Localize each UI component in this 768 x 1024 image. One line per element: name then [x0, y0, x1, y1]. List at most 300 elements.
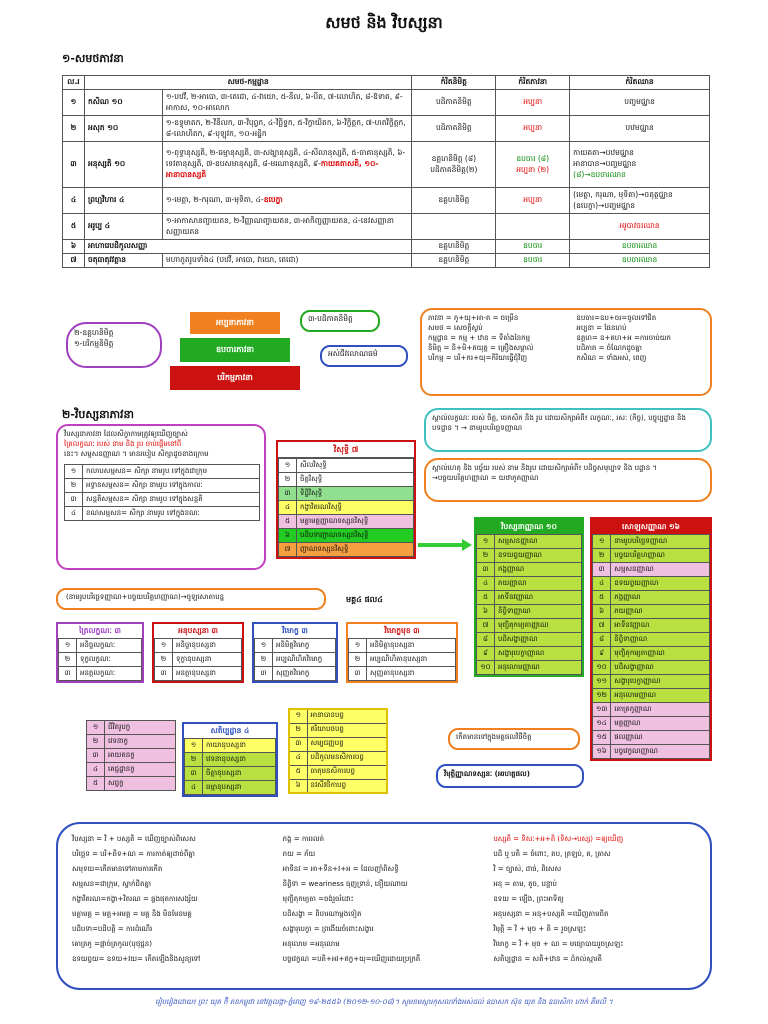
cell-text: អទ្ធានសម្មសន= សិក្សា នាមរូប ទៅក្នុងកាលៈ	[83, 479, 260, 493]
cell-no: ៣	[65, 493, 83, 507]
row-items: ១-ឧទ្ធុមាតក, ២-វិនីលក, ៣-វិបុព្វក, ៤-វិច្ឆិទ្ទក, ៥-វិក្ខាយិតក, ៦-វិក្ខិត្តក, ៧-ហតវិក្ខិត្តក, ៨-លោហិតក, ៩-បុឡុវក, ១០-អដ្ឋិក	[162, 116, 412, 142]
table-row	[63, 90, 710, 116]
cell-no: ៣	[289, 737, 307, 751]
nimitta-line: បដិភាគនិមិត្ត(២)	[430, 164, 478, 174]
row-nimitta	[412, 214, 496, 240]
cell-no: ៨	[593, 633, 611, 647]
row-jhana: ឧបចារឈាន	[570, 240, 710, 254]
col-header-nimitta: កំរិតនិមិត្ត	[412, 76, 496, 90]
table-row	[289, 751, 387, 765]
anupassana-table	[154, 638, 242, 681]
table-row	[63, 142, 710, 188]
jhana-bubble: អស់ជីវលោណធម៌	[320, 345, 408, 367]
cell-text: អនិច្ចលក្ខណៈ	[77, 639, 142, 653]
cell-text: អនត្តលក្ខណៈ	[77, 667, 142, 681]
row-name: អរូប្ប ៤	[84, 214, 162, 240]
cell-no: ៣	[155, 667, 173, 681]
row-items-text: ១-មេត្តា, ២-ករុណា, ៣-មុទិតា, ៤-	[165, 195, 264, 204]
cell-no: ៤	[593, 577, 611, 591]
gloss-item: វិបស្សនា = វិ + បស្សតិ = ឃើញច្បាស់ពិសេស	[72, 835, 196, 843]
cell-text: កលាបសម្មសន= សិក្សា នាមរូប ទៅក្នុងជាក្រុម	[83, 465, 260, 479]
cell-text: នាមរូបបរិច្ឆេទញ្ញាណ	[611, 535, 710, 549]
gloss-item: បស្សតិ = ទិសៈ+អ+តិ (ទិស→បស្ស) =ឲ្យឃើញ	[493, 835, 624, 843]
tilakkhana-box	[56, 622, 144, 683]
cell-no: ៧	[593, 619, 611, 633]
cell-no: ២	[477, 549, 495, 563]
cell-no: ៦	[593, 605, 611, 619]
table-row	[477, 647, 582, 661]
cell-text: ចិត្តានុបស្សនា	[203, 767, 276, 781]
footer-credit: រៀបរៀងដោយ៖ ព្រះ យុត ក៊ិ តនកម្ពុជា នៅវត្តលង្កា-ភ្នំពេញ ១៩-២៥៥៦ (២០១២-១០-០៨)។ សូមនមស្ការកុសលទាំងអស់ដល់ ឧបាសក ស៊ុន យុត និង ឧបាសិកា ហាក់ គឹមលី ។	[155, 998, 613, 1006]
cell-no: ៩	[477, 647, 495, 661]
gloss-item: វិមោក្ខ = វិ + មុច + ណ = មធ្យោបាយរួចស្រឡះ	[493, 940, 624, 948]
row-bhavana: អប្បនា	[496, 90, 570, 116]
cell-no: ១៦	[593, 745, 611, 759]
table-row	[289, 709, 387, 723]
table-row	[255, 639, 336, 653]
anupassana-box	[152, 622, 244, 683]
cell-text: អនិច្ចានុបស្សនា	[173, 639, 242, 653]
nana16-table	[592, 534, 710, 759]
cell-no: ១	[185, 739, 203, 753]
gloss-item: ឧគ្គហ= ឧ+គហ+អ =ការចាប់យក	[576, 334, 671, 342]
cell-text: សុញ្ញតវិមោក្ខ	[273, 667, 336, 681]
vipassana-intro-3: នេះ។ សម្មសនញ្ញាណ ។ មានរបៀប សិក្សាដូចខាងក្រោម	[64, 450, 209, 458]
patibhaga-bubble: ៣-បដិភាគនិមិត្ត	[300, 310, 380, 332]
table-row	[477, 661, 582, 675]
row-bhavana	[496, 142, 570, 188]
tilakkhana-table	[58, 638, 142, 681]
sammasana-box	[56, 424, 266, 570]
row-name: អនុស្សតិ ១០	[84, 142, 162, 188]
cell-no: ១៣	[593, 703, 611, 717]
table-row	[593, 675, 710, 689]
cell-no: ១	[255, 639, 273, 653]
gloss-item: អប្បនា = ផែនហប់	[576, 324, 627, 332]
cell-text: សន្តតិសម្មសន= សិក្សា នាមរូប ទៅក្នុងសន្តតិ	[83, 493, 260, 507]
gloss-item: បរិច្ឆេទ = បរិ+ឆិទ+ណ = ការកាត់ឲ្យដាច់ពីគ្នា	[72, 850, 195, 858]
table-row	[185, 781, 276, 795]
nimitta-line: ឧគ្គហនិមិត្ត (៨)	[431, 153, 477, 163]
row-jhana: បញ្ចមជ្ឈាន	[570, 90, 710, 116]
cell-no: ១	[65, 465, 83, 479]
cell-text: ញាណទស្សនវិសុទ្ធិ	[297, 543, 414, 557]
table-header-row	[63, 76, 710, 90]
cell-no: ១	[87, 721, 105, 735]
cell-no: ៣	[279, 487, 297, 501]
visuddhi-table	[278, 458, 414, 557]
cell-text: សព្វក្ខ	[105, 777, 176, 791]
table-row	[477, 549, 582, 563]
row-items-red: កាយគតាសតិ, ១០-អានាបានស្សតិ	[165, 159, 379, 179]
cell-no: ១	[59, 639, 77, 653]
table-row	[279, 473, 414, 487]
cell-text: អនិមិត្តវិមោក្ខ	[273, 639, 336, 653]
row-name: កសិណ ១០	[84, 90, 162, 116]
cell-text: ទិដ្ឋិវិសុទ្ធិ	[297, 487, 414, 501]
cell-no: ២	[255, 653, 273, 667]
table-row	[63, 240, 710, 254]
row-items: ១-បឋវី, ២-អាបោ, ៣-តេជោ, ៤-វាយោ, ៥-នីល, ៦-បីត, ៧-លោហិត, ៨-ឱទាត, ៩-អាកាស, ១០-អាលោក	[162, 90, 412, 116]
glossary-col-b	[576, 314, 704, 390]
gloss-item: មគ្គាមគ្គ = មគ្គ+អមគ្គ = មគ្គ និង មិនមែនមគ្គ	[72, 910, 192, 918]
gloss-item: សង្ខារុបេក្ខា = ព្រងើយចំពោះសង្ខារ	[282, 925, 374, 933]
cell-no: ៩	[593, 647, 611, 661]
col-header-kammatthana: សមថ-កម្មដ្ឋាន	[84, 76, 411, 90]
table-row	[155, 667, 242, 681]
gloss-item: វិ = ច្បាស់, ដាច់, ពិសេស	[493, 865, 562, 873]
cell-no: ២	[87, 735, 105, 749]
table-row	[185, 739, 276, 753]
table-row	[477, 633, 582, 647]
gloss-item: កម្មដ្ឋាន = កម្ម + ឋាន = ទីតាំងនៃកម្ម	[428, 334, 531, 342]
cell-text: បដិកូលមនសិការបព្វ	[307, 751, 387, 765]
gloss-item: កសិណ = ទាំងអស់, ពេញ	[576, 354, 647, 362]
row-jhana: ឧបចារឈាន	[570, 254, 710, 268]
cell-no: ៥	[279, 515, 297, 529]
table-row	[477, 563, 582, 577]
row-no: ១	[63, 90, 85, 116]
gloss-item: សតិប្បដ្ឋាន = សតិ+ឋាន = ដំកល់ស្មារតី	[493, 955, 602, 963]
table-row	[59, 667, 142, 681]
table-row	[155, 639, 242, 653]
vimutti-bubble: វិមុត្តិញ្ញាណទស្សនៈ (អរហត្តផល)	[436, 764, 584, 788]
table-row	[87, 721, 176, 735]
cell-no: ៣	[477, 563, 495, 577]
table-row	[593, 563, 710, 577]
table-row	[279, 459, 414, 473]
table-row	[477, 605, 582, 619]
vimokkhamukha-table	[348, 638, 456, 681]
nana16-box	[590, 517, 712, 761]
row-nimitta: ឧគ្គហនិមិត្ត	[412, 188, 496, 214]
tilakkhana-title: ត្រៃលក្ខណៈ ៣	[79, 626, 121, 635]
cell-no: ៣	[593, 563, 611, 577]
gloss-item: សមថ = សេចក្តីស្ងប់	[428, 324, 483, 332]
anupassana-title: អនុបស្សនា ៣	[178, 626, 218, 635]
cell-no: ១២	[593, 689, 611, 703]
table-row	[593, 577, 710, 591]
section-vipassana-heading: ២-វិបស្សនាភាវនា	[62, 408, 135, 421]
visuddhi-title: វិសុទ្ធិ ៧	[278, 442, 414, 458]
gloss-item: ឧទយព្វយ= ឧទយ+វយ= កើតឡើងនិងសូន្យទៅ	[72, 955, 201, 963]
table-row	[593, 689, 710, 703]
cell-no: ២	[155, 653, 173, 667]
table-row	[593, 717, 710, 731]
cell-text: បច្ចវេក្ខណញ្ញាណ	[611, 745, 710, 759]
cell-no: ៤	[289, 751, 307, 765]
arise-bubble: កើតមានទៅក្នុងមគ្គផលវិថីចិត្ត	[448, 728, 580, 750]
row-name: អាហារេបដិកូលសញ្ញា	[84, 240, 411, 254]
magga-phala-label: មគ្គ៤ ផល៤	[346, 595, 383, 604]
cell-no: ៤	[477, 577, 495, 591]
cell-no: ៣	[59, 667, 77, 681]
gloss-item: បដិសង្ខា = ពិចារណាម្តងទៀត	[282, 910, 362, 918]
table-row	[593, 633, 710, 647]
page-title: សមថ និង វិបស្សនា	[325, 13, 443, 32]
table-row	[185, 767, 276, 781]
cell-text: អាទីនវញ្ញាណ	[611, 619, 710, 633]
row-bhavana	[496, 214, 570, 240]
gloss-item: ឧបចារ=ឧប+ចរ=ចូលទៅជិត	[576, 314, 657, 322]
gloss-item: វិមុត្តិ = វិ + មុច + តិ = រួចស្រឡះ	[493, 925, 587, 933]
table-row	[593, 647, 710, 661]
cell-no: ៣	[349, 667, 367, 681]
row-bhavana: អប្បនា	[496, 188, 570, 214]
table-row	[593, 661, 710, 675]
cell-no: ២	[289, 723, 307, 737]
row-nimitta: ឧគ្គហនិមិត្ត	[412, 240, 496, 254]
gloss-item: ភាវនា = ភូ+យុ+អា-ត = ចម្រើន	[428, 314, 519, 322]
table-row	[279, 543, 414, 557]
cell-text: កង្ខាវិតរណវិសុទ្ធិ	[297, 501, 414, 515]
cell-text: ភយញ្ញាណ	[611, 605, 710, 619]
table-row	[63, 188, 710, 214]
row-no: ៣	[63, 142, 85, 188]
bhavana-line: អប្បនា (២)	[516, 164, 550, 174]
table-row	[65, 479, 260, 493]
row-nimitta: បដិភាគនិមិត្ត	[412, 90, 496, 116]
col-header-jhana: កំរិតឈាន	[570, 76, 710, 90]
cell-no: ៦	[477, 605, 495, 619]
cell-no: ៣	[87, 749, 105, 763]
col-header-bhavana: កំរិតភាវនា	[496, 76, 570, 90]
gloss-item: អនុលោម =អនុលោម	[282, 940, 340, 948]
cell-no: ៣	[255, 667, 273, 681]
sammasana-table	[64, 464, 260, 521]
table-row	[87, 763, 176, 777]
cell-text: តេជ្ជដ្ឋានក្ខ	[105, 763, 176, 777]
cell-text: បច្ចយបរិគ្គហញ្ញាណ	[611, 549, 710, 563]
nana16-title: សោឡសញ្ញាណ ១៦	[592, 519, 710, 534]
row-jhana	[570, 188, 710, 214]
vipassana-intro-1: វិបស្សនាភាវនា ដែលសិក្ខាកាមត្រូវឲ្យឃើញច្បាស់	[64, 430, 188, 438]
cell-text: កាយានុបស្សនា	[203, 739, 276, 753]
row-no: ៧	[63, 254, 85, 268]
row-items-red: ឧបេក្ខា	[263, 195, 283, 204]
cell-no: ៤	[87, 763, 105, 777]
cell-no: ៧	[477, 619, 495, 633]
row-nimitta	[412, 142, 496, 188]
row-name: ចតុធាតុវវត្ថាន	[84, 254, 162, 268]
cell-text: ធម្មានុបស្សនា	[203, 781, 276, 795]
table-row	[593, 619, 710, 633]
table-row	[155, 653, 242, 667]
vimokkha-table	[254, 638, 336, 681]
khandha-table	[86, 720, 176, 791]
table-row	[65, 507, 260, 521]
cell-text: មុញ្ចិតុកម្យតាញ្ញាណ	[611, 647, 710, 661]
row-bhavana: ឧបចារ	[496, 254, 570, 268]
nimitta-item: ១-បរិកម្មនិមិត្ត	[74, 339, 114, 348]
cell-text: សីលវិសុទ្ធិ	[297, 459, 414, 473]
table-row	[279, 501, 414, 515]
cell-text: សម្មសនញ្ញាណ	[611, 563, 710, 577]
cell-text: អាទីនវញ្ញាណ	[495, 591, 582, 605]
table-row	[63, 214, 710, 240]
glossary-col-left	[72, 832, 275, 980]
cell-no: ៤	[279, 501, 297, 515]
cell-no: ២	[593, 549, 611, 563]
cell-text: បដិបទាញាណទស្សនវិសុទ្ធិ	[297, 529, 414, 543]
gloss-item: បដិភាគ = ចំណែកដូចគ្នា	[576, 344, 642, 352]
cell-no: ៤	[65, 507, 83, 521]
cell-text: វេទនានុបស្សនា	[203, 753, 276, 767]
row-name: អសុភ ១០	[84, 116, 162, 142]
cell-text: ចិត្តវិសុទ្ធិ	[297, 473, 414, 487]
table-row	[477, 535, 582, 549]
cell-no: ១៥	[593, 731, 611, 745]
table-row	[63, 254, 710, 268]
cell-text: អប្បណិហិតានុបស្សនា	[367, 653, 456, 667]
cell-no: ១១	[593, 675, 611, 689]
vimokkhamukha-box	[346, 622, 458, 683]
cell-text: សង្ខារុបេក្ខាញ្ញាណ	[611, 675, 710, 689]
table-row	[477, 591, 582, 605]
gloss-item: និព្វិទា = weariness ធុញទ្រាន់, នឿយណាយ	[282, 880, 408, 888]
row-no: ៦	[63, 240, 85, 254]
cell-text: សម្មសនញ្ញាណ	[495, 535, 582, 549]
table-row	[593, 745, 710, 759]
table-row	[593, 703, 710, 717]
cell-no: ៥	[289, 765, 307, 779]
cell-text: ទុក្ខលក្ខណៈ	[77, 653, 142, 667]
cell-no: ១	[593, 535, 611, 549]
cell-text: មុញ្ចិតុកម្យតាញ្ញាណ	[495, 619, 582, 633]
table-row	[289, 779, 387, 793]
vimokkha-title: វិមោក្ខ ៣	[282, 626, 308, 635]
vimokkha-box	[252, 622, 338, 683]
cell-text: មគ្គាមគ្គញ្ញាណទស្សនវិសុទ្ធិ	[297, 515, 414, 529]
table-row	[63, 116, 710, 142]
cell-text: អនុលោមញ្ញាណ	[611, 689, 710, 703]
row-bhavana: ឧបចារ	[496, 240, 570, 254]
glossary-col-a	[428, 314, 568, 390]
jhana-line: (ឧបេក្ខា)→បញ្ចមជ្ឈាន	[573, 200, 636, 210]
samatha-table	[62, 75, 710, 268]
lakkhana-bubble: ស្គាល់លក្ខណៈ របស់ ចិត្ត, ចេតសិក និង រូប ដោយសិក្សាអំពី៖ លក្ខណៈ, រសៈ (កិច្ច), បច្ចុប្បដ្ឋាន និង បទដ្ឋាន ។ → នាមរូបបរិច្ឆេទញ្ញាណ	[424, 408, 712, 452]
cell-no: ១៤	[593, 717, 611, 731]
cell-no: ៥	[593, 591, 611, 605]
cell-text: ទុក្ខានុបស្សនា	[173, 653, 242, 667]
nana10-title: វិបស្សនាញ្ញាណ ១០	[476, 519, 582, 534]
gloss-item: បដិ ឬ បតិ = ចំពោះ, តប, ត្រឡប់, ត, ត្រាស	[493, 850, 611, 858]
table-row	[593, 731, 710, 745]
table-row	[279, 529, 414, 543]
glossary-col-middle	[283, 832, 486, 980]
glossary-col-right	[493, 832, 696, 980]
arrow-head-icon	[462, 539, 472, 551]
cell-text: គោត្រភូញ្ញាណ	[611, 703, 710, 717]
nimitta-bubble-left	[66, 322, 162, 368]
cell-no: ៣	[185, 767, 203, 781]
table-row	[87, 777, 176, 791]
gloss-item: អនុបស្សនា = អនុ+បស្សតិ =ឃើញតាមពិត	[493, 910, 609, 918]
cell-text: សង្ខារុបេក្ខាញ្ញាណ	[495, 647, 582, 661]
gloss-item: បច្ចវេក្ខណ =បតិ+អវ+ឥក្ខ+យុ=ឃើញដោយប្រក្រតី	[282, 955, 421, 963]
table-row	[59, 653, 142, 667]
cell-text: មគ្គញ្ញាណ	[611, 717, 710, 731]
jhana-line: (៨)→ឧបចារឈាន	[573, 170, 626, 179]
table-row	[289, 723, 387, 737]
glossary-samatha	[420, 308, 712, 396]
cula-sotapanna-bubble: (នាមរូបបរិច្ឆេទញ្ញាណ+បច្ចយបរិគ្គហញ្ញាណ)→ចូឡសោតាបន្ន	[56, 588, 326, 610]
cell-no: ១	[279, 459, 297, 473]
bhavana-line: ឧបចារ (៨)	[516, 153, 549, 163]
table-row	[279, 487, 414, 501]
jhana-line: (មេត្តា, ករុណា, មុទិតា)→ចតុត្ថជ្ឈាន	[573, 189, 673, 199]
table-row	[185, 753, 276, 767]
section-samatha-heading: ១-សមថភាវនា	[62, 52, 124, 65]
table-row	[65, 465, 260, 479]
cell-no: ៨	[477, 633, 495, 647]
gloss-item: សម្មសន=ជាក្រុម, ស្ទាក់ជិតគ្នា	[72, 880, 152, 888]
cell-no: ១០	[477, 661, 495, 675]
arrow-line	[418, 543, 464, 547]
cell-text: ភង្គញ្ញាណ	[495, 563, 582, 577]
table-row	[349, 667, 456, 681]
cell-no: ១	[477, 535, 495, 549]
cell-text: ឥរិយាបថបព្វ	[307, 723, 387, 737]
cell-no: ៥	[87, 777, 105, 791]
satipatthana-title: សតិប្បដ្ឋាន ៤	[210, 726, 250, 735]
gloss-item: បរិកម្ម = បរិ+ករ+យុ=កិរិយាធ្វើជុំវិញ	[428, 354, 528, 362]
cell-no: ២	[349, 653, 367, 667]
cell-text: សុញ្ញតានុបស្សនា	[367, 667, 456, 681]
cell-text: និព្វិទាញ្ញាណ	[495, 605, 582, 619]
gloss-item: ភង្គ = ការរលត់	[282, 835, 325, 843]
row-no: ៥	[63, 214, 85, 240]
table-row	[593, 535, 710, 549]
table-row	[289, 737, 387, 751]
table-row	[255, 667, 336, 681]
table-row	[593, 591, 710, 605]
cell-no: ៥	[477, 591, 495, 605]
cell-text: បដិសង្ខាញ្ញាណ	[611, 661, 710, 675]
vimokkhamukha-title: វិមោក្ខមុខ ៣	[384, 626, 420, 635]
nana10-box	[474, 517, 584, 677]
pyramid-top: អប្បនាភាវនា	[190, 312, 280, 334]
table-row	[59, 639, 142, 653]
cell-text: នវសីវថិកាបព្វ	[307, 779, 387, 793]
vipassana-intro-2: ត្រៃលក្ខណៈ របស់ នាម និង រូប ចាប់ផ្តើមនៅពី	[64, 440, 182, 448]
table-row	[477, 619, 582, 633]
row-items	[162, 142, 412, 188]
table-row	[349, 639, 456, 653]
table-row	[87, 735, 176, 749]
cell-no: ២	[279, 473, 297, 487]
table-row	[593, 549, 710, 563]
cell-text: ឧទយព្វយញ្ញាណ	[495, 549, 582, 563]
cell-text: សម្បជញ្ញបព្វ	[307, 737, 387, 751]
cell-no: ៦	[289, 779, 307, 793]
satipatthana-box	[182, 722, 278, 797]
cell-text: អនិមិត្តានុបស្សនា	[367, 639, 456, 653]
cell-text: អនត្តានុបស្សនា	[173, 667, 242, 681]
gloss-item: កង្ខាវិតរណ=កង្ខា+វិតរណ = ឆ្លងផុតការសង្ស័យ	[72, 895, 198, 903]
table-row	[289, 765, 387, 779]
cell-no: ១	[289, 709, 307, 723]
cell-text: អានាបានបព្វ	[307, 709, 387, 723]
cell-text: វេទនាក្ខ	[105, 735, 176, 749]
gloss-item: គោត្រភូ =ផ្តាច់ត្រកូល(បុថុជ្ជន)	[72, 940, 152, 948]
paccaya-bubble: ស្គាល់ហេតុ និង បច្ច័យ របស់ នាម និងរូប ដោយសិក្សាអំពី៖ បដិច្ចសមុប្បាទ និង បដ្ឋាន ។ →បច្ចយបរិគ្គហញ្ញាណ = យថាភូតញ្ញាណ	[424, 458, 712, 502]
table-row	[87, 749, 176, 763]
cell-text: និព្វិទាញ្ញាណ	[611, 633, 710, 647]
row-nimitta: ឧគ្គហនិមិត្ត	[412, 254, 496, 268]
jhana-line: កាយគតា→បឋមជ្ឈាន	[573, 148, 634, 157]
row-items: ១-អាកាសានញ្ចាយតន, ២-វិញ្ញាណញ្ចាយតន, ៣-អាកិញ្ចញ្ញាយតន, ៤-នេវសញ្ញានាសញ្ញាយតន	[162, 214, 412, 240]
